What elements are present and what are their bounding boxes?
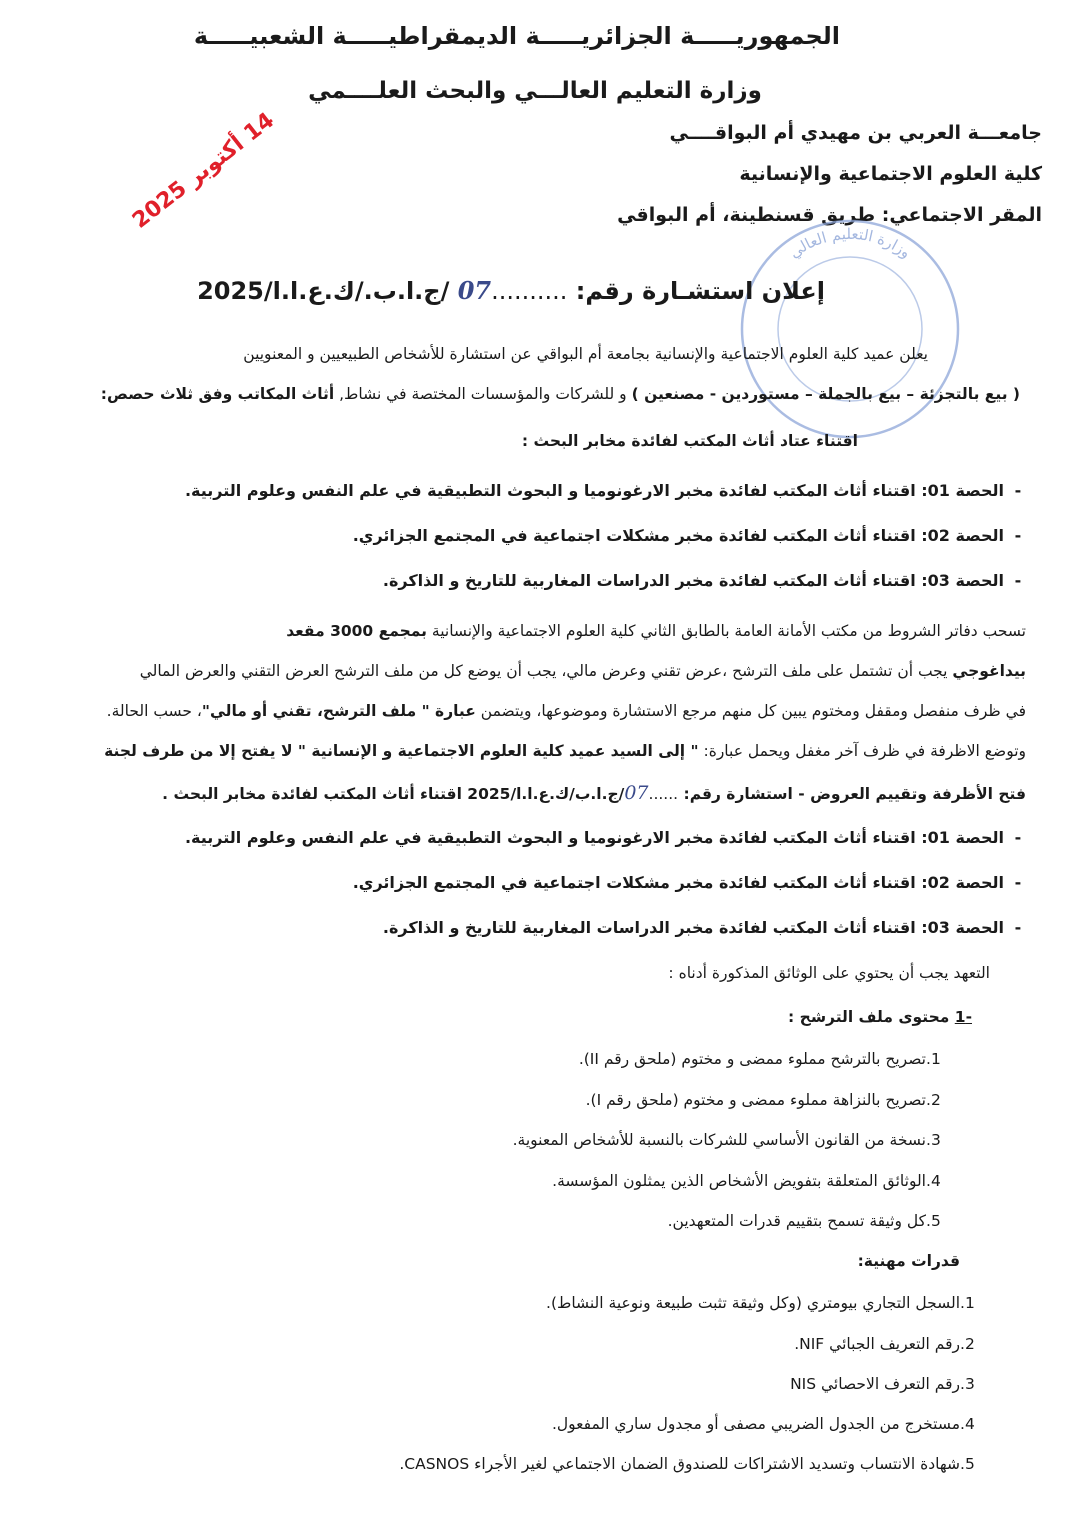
lot-label: الحصة 01: (921, 828, 1004, 847)
envelope-mention: عبارة " ملف الترشح، تقني أو مالي" (201, 702, 476, 720)
section-1-item (579, 1050, 956, 1068)
intro-line-1: يعلن عميد كلية العلوم الاجتماعية والإنسانية بجامعة أم البواقي عن استشارة للأشخاص الطبيعيين و المعنويين (243, 345, 928, 363)
conditions-text: في ظرف منفصل ومقفل ومختوم يبين كل منهم مرجع الاستشارة وموضوعها، ويتضمن (475, 702, 1026, 720)
section-1-number: -1 (954, 1008, 972, 1026)
item-text: تصريح بالترشح مملوء ممضى و مختوم (ملحق رقم II). (578, 1050, 926, 1068)
title-prefix: إعلان استشـارة رقم: (575, 277, 825, 305)
ministry-heading: وزارة التعليم العالـــي والبحث العلــــمي (308, 78, 762, 104)
item-text: رقم التعريف الجبائي NIF. (794, 1335, 960, 1353)
lot-item-3-repeat: -الحصة 03: اقتناء أثاث المكتب لفائدة مخبر الدراسات المغاربية للتاريخ و الذاكرة. (382, 918, 1022, 937)
lot-item-1: -الحصة 01: اقتناء أثاث المكتب لفائدة مخبر الارغونوميا و البحوث التطبيقية في علم النفس وعلوم التربية. (184, 481, 1022, 500)
item-text: السجل التجاري بيومتري (وكل وثيقة تثبت طبيعة ونوعية النشاط). (546, 1294, 960, 1312)
lot-text: اقتناء أثاث المكتب لفائدة مخبر الارغونوميا و البحوث التطبيقية في علم النفس وعلوم التربية. (184, 828, 922, 847)
announcement-title (197, 276, 825, 305)
section-1-item (668, 1212, 956, 1230)
item-text: تصريح بالنزاهة مملوء ممضى و مختوم (ملحق رقم I). (585, 1091, 926, 1109)
item-number: 3. (960, 1375, 975, 1393)
university-name: جامعـــة العربي بن مهيدي أم البواقــــي (669, 122, 1042, 144)
item-number: 3. (926, 1131, 941, 1149)
section-2-item (552, 1415, 990, 1433)
section-1-item (586, 1091, 956, 1109)
consultation-number: 07 (457, 276, 492, 305)
item-text: الوثائق المتعلقة بتفويض الأشخاص الذين يمثلون المؤسسة. (552, 1172, 926, 1190)
item-number: 2. (926, 1091, 941, 1109)
item-text: نسخة من القانون الأساسي للشركات بالنسبة للأشخاص المعنوية. (512, 1131, 926, 1149)
republic-heading: الجمهوريـــــة الجزائريـــــة الديمقراطيـــــة الشعبيـــــة (193, 22, 840, 50)
conditions-text: ، حسب الحالة. (106, 702, 202, 720)
intro-line-2 (101, 385, 1020, 403)
item-number: 4. (926, 1172, 941, 1190)
number-dots: ...... (648, 785, 679, 803)
title-dots: .......... (491, 277, 568, 305)
consultation-number-handwritten: 07 (624, 782, 649, 804)
conditions-line-5 (162, 782, 1026, 804)
lot-item-2: -الحصة 02: اقتناء أثاث المكتب لفائدة مخبر مشكلات اجتماعية في المجتمع الجزائري. (352, 526, 1022, 545)
conditions-text: وتوضع الاظرفة في ظرف آخر مغفل ويحمل عبارة: (698, 742, 1026, 760)
conditions-text: تسحب دفاتر الشروط من مكتب الأمانة العامة بالطابق الثاني كلية العلوم الاجتماعية والإنسانية (426, 622, 1026, 640)
lot-item-2-repeat: -الحصة 02: اقتناء أثاث المكتب لفائدة مخبر مشكلات اجتماعية في المجتمع الجزائري. (352, 873, 1022, 892)
section-2-item (399, 1455, 990, 1473)
lot-text: اقتناء أثاث المكتب لفائدة مخبر الدراسات المغاربية للتاريخ و الذاكرة. (382, 918, 922, 937)
lot-label: الحصة 01: (921, 481, 1004, 500)
item-text: شهادة الانتساب وتسديد الاشتراكات للصندوق الضمان الاجتماعي لغير الأجراء CASNOS. (399, 1455, 960, 1473)
section-1-title: محتوى ملف الترشح : (788, 1008, 950, 1026)
office-furniture-lots: أثاث المكاتب وفق ثلاث حصص: (100, 385, 335, 403)
commitment-line: التعهد يجب أن يحتوي على الوثائق المذكورة أدناه : (668, 964, 990, 982)
opening-committee: فتح الأظرفة وتقييم العروض - استشارة رقم: (678, 785, 1026, 803)
consultation-reference: /ج.ا.ب/ك.ع.ا.ا/2025 اقتناء أثاث المكتب لفائدة مخابر البحث . (162, 785, 625, 803)
item-text: مستخرج من الجدول الضريبي مصفى أو مجدول ساري المفعول. (551, 1415, 960, 1433)
section-2-item (794, 1335, 990, 1353)
lot-text: اقتناء أثاث المكتب لفائدة مخبر مشكلات اجتماعية في المجتمع الجزائري. (352, 873, 922, 892)
item-number: 5. (926, 1212, 941, 1230)
subject-line: اقتناء عتاد أثاث المكتب لفائدة مخابر البحث : (521, 432, 858, 450)
pedagogical-word: بيداغوجي (952, 662, 1026, 680)
conditions-line-2 (140, 662, 1026, 680)
item-number: 1. (926, 1050, 941, 1068)
item-number: 2. (960, 1335, 975, 1353)
intro-line-2-mid: و للشركات والمؤسسات المختصة في نشاط, (334, 385, 632, 403)
lot-label: الحصة 03: (921, 918, 1004, 937)
conditions-line-4 (104, 742, 1026, 760)
section-2-item (546, 1294, 990, 1312)
date-stamp: 14 أكتوبر 2025 (128, 107, 280, 234)
section-2-heading: قدرات مهنية: (857, 1252, 960, 1270)
conditions-line-3 (107, 702, 1026, 720)
faculty-address: المقر الاجتماعي: طريق قسنطينة، أم البواقي (617, 204, 1042, 226)
section-1-item (552, 1172, 956, 1190)
lot-label: الحصة 02: (921, 873, 1004, 892)
conditions-text: يجب أن تشتمل على ملف الترشح ،عرض تقني وعرض مالي، يجب أن يوضع كل من ملف الترشح العرض التقني والعرض المالي (139, 662, 953, 680)
lot-label: الحصة 03: (921, 571, 1004, 590)
lot-item-3: -الحصة 03: اقتناء أثاث المكتب لفائدة مخبر الدراسات المغاربية للتاريخ و الذاكرة. (382, 571, 1022, 590)
lot-text: اقتناء أثاث المكتب لفائدة مخبر الارغونوميا و البحوث التطبيقية في علم النفس وعلوم التربية. (184, 481, 922, 500)
item-number: 5. (960, 1455, 975, 1473)
lot-label: الحصة 02: (921, 526, 1004, 545)
pedagogical-complex: بمجمع 3000 مقعد (286, 622, 427, 640)
section-2-item (790, 1375, 990, 1393)
lot-text: اقتناء أثاث المكتب لفائدة مخبر مشكلات اجتماعية في المجتمع الجزائري. (352, 526, 922, 545)
section-1-heading (788, 1008, 972, 1026)
official-seal (735, 214, 965, 444)
section-1-item (513, 1131, 956, 1149)
item-text: كل وثيقة تسمح بتقييم قدرات المتعهدين. (667, 1212, 926, 1230)
faculty-name: كلية العلوم الاجتماعية والإنسانية (739, 163, 1042, 185)
conditions-line-1 (286, 622, 1026, 640)
sale-types: ( بيع بالتجزئة – بيع بالجملة – مستوردين - مصنعين ) (631, 385, 1020, 403)
outer-envelope-mention: " إلى السيد عميد كلية العلوم الاجتماعية و الإنسانية " لا يفتح إلا من طرف لجنة (104, 742, 699, 760)
item-number: 4. (960, 1415, 975, 1433)
item-number: 1. (960, 1294, 975, 1312)
lot-item-1-repeat: -الحصة 01: اقتناء أثاث المكتب لفائدة مخبر الارغونوميا و البحوث التطبيقية في علم النفس وعلوم التربية. (184, 828, 1022, 847)
lot-text: اقتناء أثاث المكتب لفائدة مخبر الدراسات المغاربية للتاريخ و الذاكرة. (382, 571, 922, 590)
seal-text: وزارة التعليم العالي (785, 224, 915, 262)
item-text: رقم التعرف الاحصائي NIS (790, 1375, 960, 1393)
title-suffix: /ج.ا.ب./ك.ع.ا.ا/2025 (197, 277, 450, 305)
